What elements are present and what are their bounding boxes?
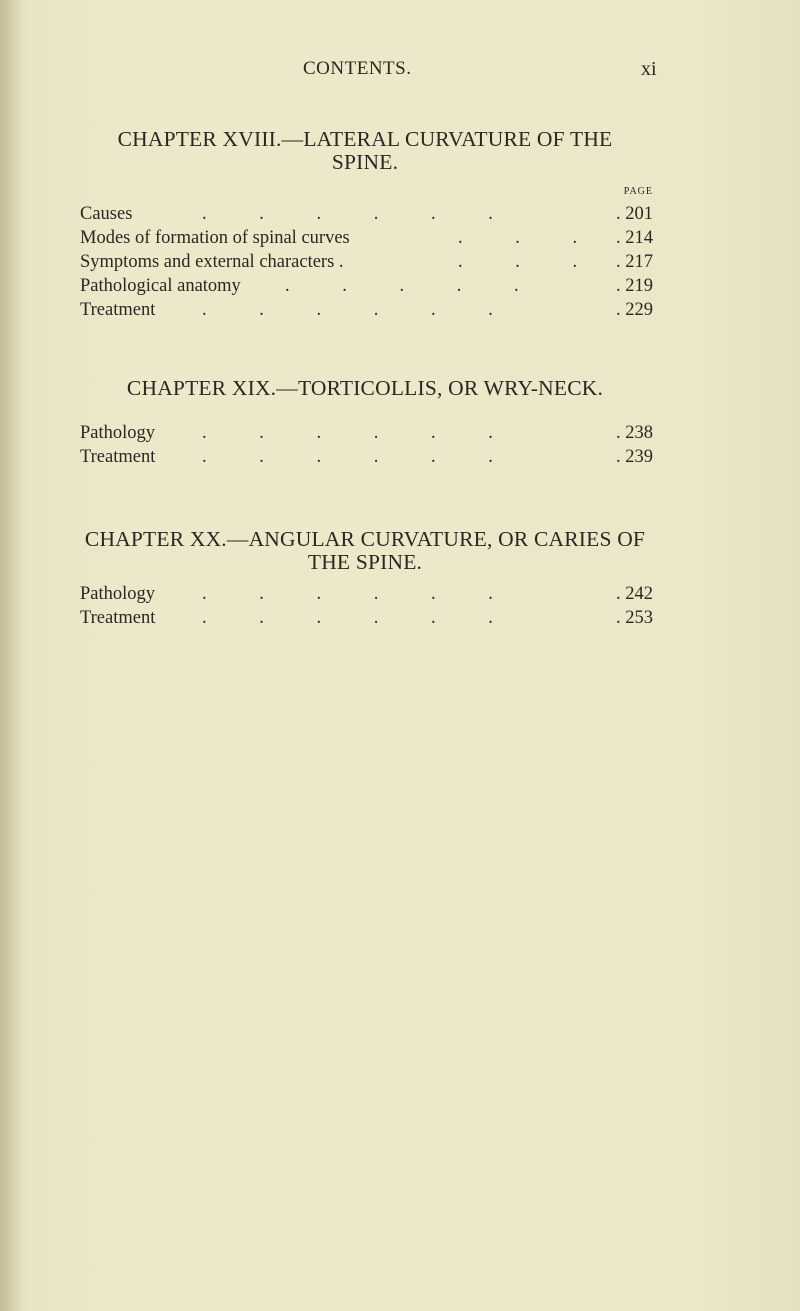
gutter-shadow (0, 0, 22, 1311)
chapter-heading-line: CHAPTER XVIII.—LATERAL CURVATURE OF THE (117, 127, 613, 151)
toc-entry[interactable] (80, 421, 653, 445)
toc-entry[interactable] (80, 445, 653, 469)
toc-topic: Symptoms and external characters . (80, 252, 344, 272)
toc-page-number: . 214 (616, 228, 653, 248)
toc-page-number: . 219 (616, 276, 653, 296)
page-folio: xi (641, 58, 657, 80)
toc-topic: Treatment (80, 608, 156, 628)
toc-entry[interactable] (80, 202, 653, 226)
toc-page-number: . 253 (616, 608, 653, 628)
leader-dots: . . . . . . (202, 447, 493, 467)
toc-page-number: . 238 (616, 423, 653, 443)
leader-dots: . . . . . . (202, 608, 493, 628)
toc-entry[interactable] (80, 606, 653, 630)
leader-dots: . . . . . (285, 276, 519, 296)
toc-list-xix (80, 421, 653, 469)
toc-entry[interactable] (80, 250, 653, 274)
toc-page-number: . 217 (616, 252, 653, 272)
toc-page-number: . 242 (616, 584, 653, 604)
chapter-heading-line: CHAPTER XIX.—TORTICOLLIS, OR WRY-NECK. (126, 376, 604, 400)
toc-topic: Causes (80, 204, 133, 224)
chapter-heading-xx (80, 528, 650, 574)
toc-entry[interactable] (80, 274, 653, 298)
toc-topic: Treatment (80, 447, 156, 467)
page-column-label: PAGE (623, 186, 653, 197)
toc-page-number: . 239 (616, 447, 653, 467)
toc-entry[interactable] (80, 582, 653, 606)
leader-dots: . . . . . . (202, 423, 493, 443)
leader-dots: . . . . . . (202, 204, 493, 224)
toc-list-xviii (80, 202, 653, 322)
toc-topic: Pathological anatomy (80, 276, 241, 296)
running-head (0, 58, 800, 82)
chapter-heading-line: THE SPINE. (307, 550, 423, 574)
leader-dots: . . . . . . (202, 300, 493, 320)
chapter-heading-xix (80, 377, 650, 400)
toc-entry[interactable] (80, 226, 653, 250)
toc-topic: Treatment (80, 300, 156, 320)
toc-topic: Pathology (80, 423, 156, 443)
toc-list-xx (80, 582, 653, 630)
leader-dots: . . . . . . (202, 584, 493, 604)
chapter-heading-xviii (80, 128, 650, 174)
toc-entry[interactable] (80, 298, 653, 322)
toc-topic: Pathology (80, 584, 156, 604)
chapter-heading-line: CHAPTER XX.—ANGULAR CURVATURE, OR CARIES OF (84, 527, 646, 551)
leader-dots: . . . (458, 228, 578, 248)
leader-dots: . . . (458, 252, 578, 272)
toc-page-number: . 201 (616, 204, 653, 224)
toc-page-number: . 229 (616, 300, 653, 320)
toc-topic: Modes of formation of spinal curves (80, 228, 350, 248)
running-head-title: CONTENTS. (303, 58, 412, 79)
chapter-heading-line: SPINE. (331, 150, 399, 174)
